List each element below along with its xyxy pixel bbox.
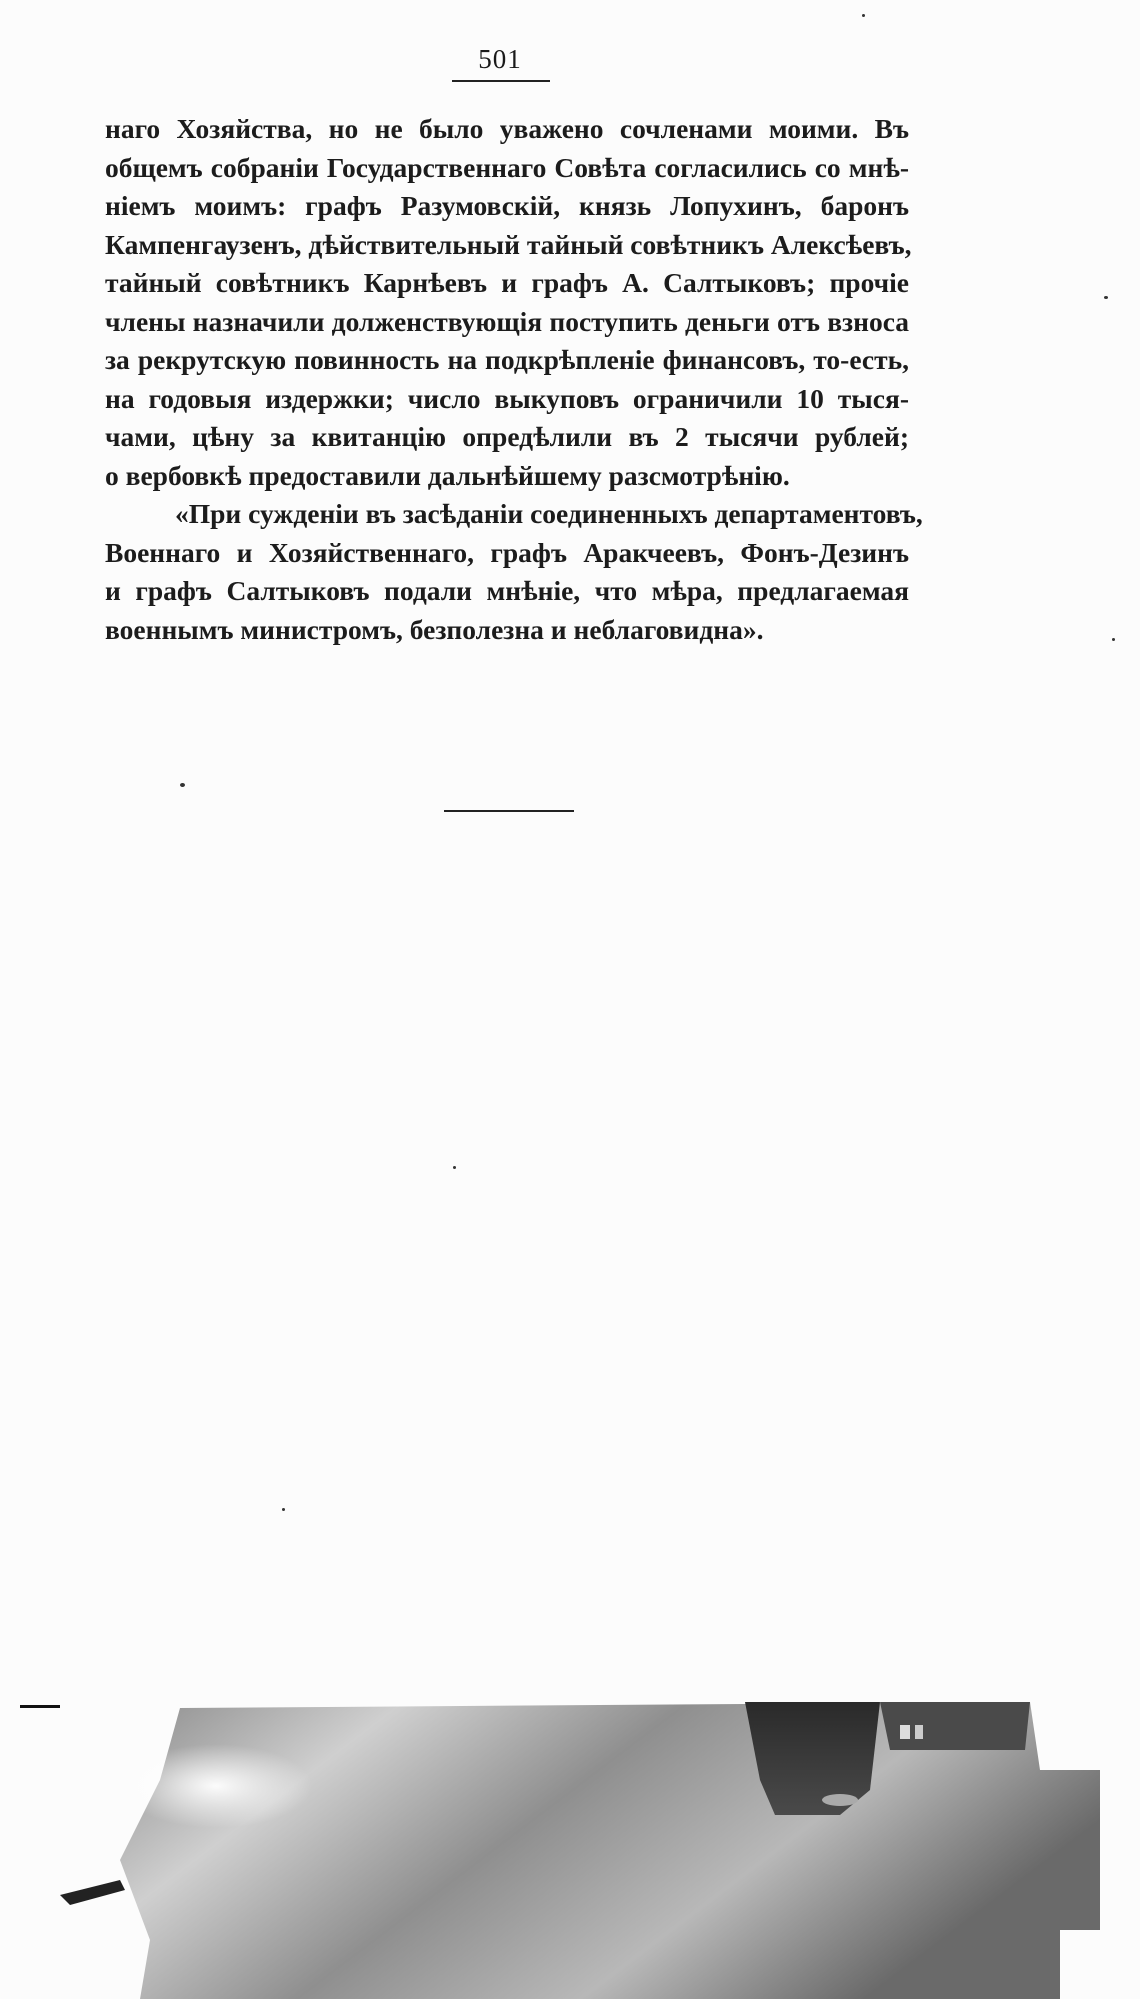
text-line: Кампенгаузенъ, дѣйствительный тайный совѣтникъ Алексѣевъ,	[105, 228, 912, 260]
text-line: общемъ собранiи Государственнаго Совѣта согласились со мнѣ-	[105, 151, 909, 183]
page-number: 501	[478, 44, 522, 74]
text-line: наго Хозяйства, но не было уважено сочленами моими. Въ	[105, 113, 909, 144]
text-line: нiемъ моимъ: графъ Разумовскiй, князь Лопухинъ, баронъ	[105, 190, 909, 221]
page-number-rule	[452, 80, 550, 82]
dust-speck	[282, 1508, 285, 1511]
dust-speck	[1104, 296, 1108, 299]
text-line: тайный совѣтникъ Карнѣевъ и графъ А. Салтыковъ; прочiе	[105, 267, 909, 298]
dust-speck	[1112, 638, 1115, 641]
dust-speck	[862, 14, 865, 17]
paragraph-2	[105, 495, 923, 649]
text-line: «При сужденiи въ засѣданiи соединенныхъ департаментовъ,	[175, 498, 923, 529]
section-end-rule	[444, 810, 574, 812]
text-line: Военнаго и Хозяйственнаго, графъ Аракчеевъ, Фонъ-Дезинъ	[105, 536, 909, 568]
body-text	[105, 110, 923, 649]
dust-speck	[180, 783, 185, 787]
text-line: чами, цѣну за квитанцiю опредѣлили въ 2 тысячи рублей;	[105, 421, 909, 452]
text-line: за рекрутскую повинность на подкрѣпленiе финансовъ, то-есть,	[105, 344, 909, 375]
text-line: члены назначили долженствующiя поступить деньги отъ взноса	[105, 305, 909, 337]
text-line: и графъ Салтыковъ подали мнѣнiе, что мѣра, предлагаемая	[105, 575, 909, 606]
paragraph-1	[105, 110, 912, 495]
text-line: о вербовкѣ предоставили дальнѣйшему разсмотрѣнiю.	[105, 459, 790, 491]
text-line: военнымъ министромъ, безполезна и неблаговидна».	[105, 613, 764, 645]
scan-smudge	[0, 1690, 1140, 1999]
text-line: на годовыя издержки; число выкуповъ ограничили 10 тыся-	[105, 382, 909, 414]
dust-speck	[453, 1166, 456, 1169]
